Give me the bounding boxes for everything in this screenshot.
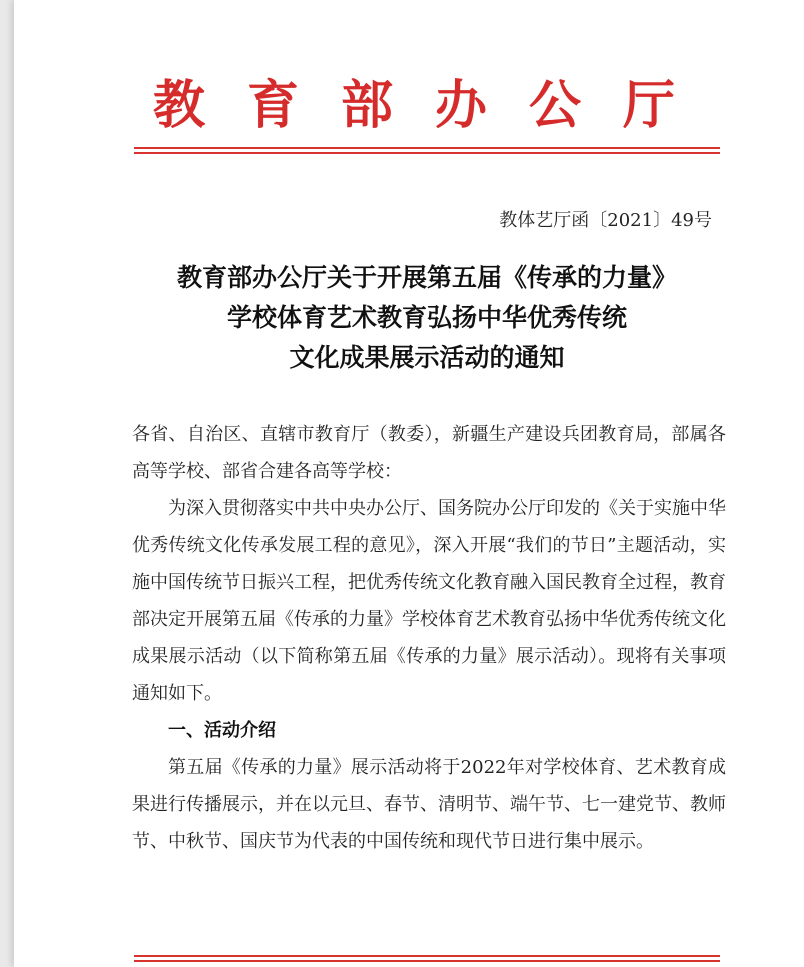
footer-red-rule-thin (134, 960, 720, 962)
header-red-rule-thin (134, 152, 720, 154)
document-title (114, 258, 740, 378)
issuing-office-header: 教育部办公厅 (153, 74, 718, 136)
intro-paragraph: 为深入贯彻落实中共中央办公厅、国务院办公厅印发的《关于实施中华优秀传统文化传承发展工程的意见》，深入开展“我们的节日”主题活动，实施中国传统节日振兴工程，把优秀传统文化教育融入国民教育全过程，教育部决定开展第五届《传承的力量》学校体育艺术教育弘扬中华优秀传统文化成果展示活动（以下简称第五届《传承的力量》展示活动）。现将有关事项通知如下。 (132, 498, 726, 704)
title-line-1: 教育部办公厅关于开展第五届《传承的力量》 (176, 263, 677, 292)
document-page (14, 0, 804, 967)
header-red-rule-thick (134, 147, 720, 149)
document-number: 教体艺厅函〔2021〕49号 (499, 210, 712, 231)
title-line-2: 学校体育艺术教育弘扬中华优秀传统 (226, 303, 627, 332)
section-1-paragraph: 第五届《传承的力量》展示活动将于2022年对学校体育、艺术教育成果进行传播展示，并在以元旦、春节、清明节、端午节、七一建党节、教师节、中秋节、国庆节为代表的中国传统和现代节日进行集中展示。 (132, 757, 726, 852)
document-body (132, 416, 726, 860)
title-line-3: 文化成果展示活动的通知 (289, 343, 565, 372)
recipients-paragraph: 各省、自治区、直辖市教育厅（教委），新疆生产建设兵团教育局，部属各高等学校、部省合建各高等学校： (132, 424, 726, 482)
section-1-heading: 一、活动介绍 (168, 720, 276, 741)
footer-red-rule-thick (134, 955, 720, 957)
